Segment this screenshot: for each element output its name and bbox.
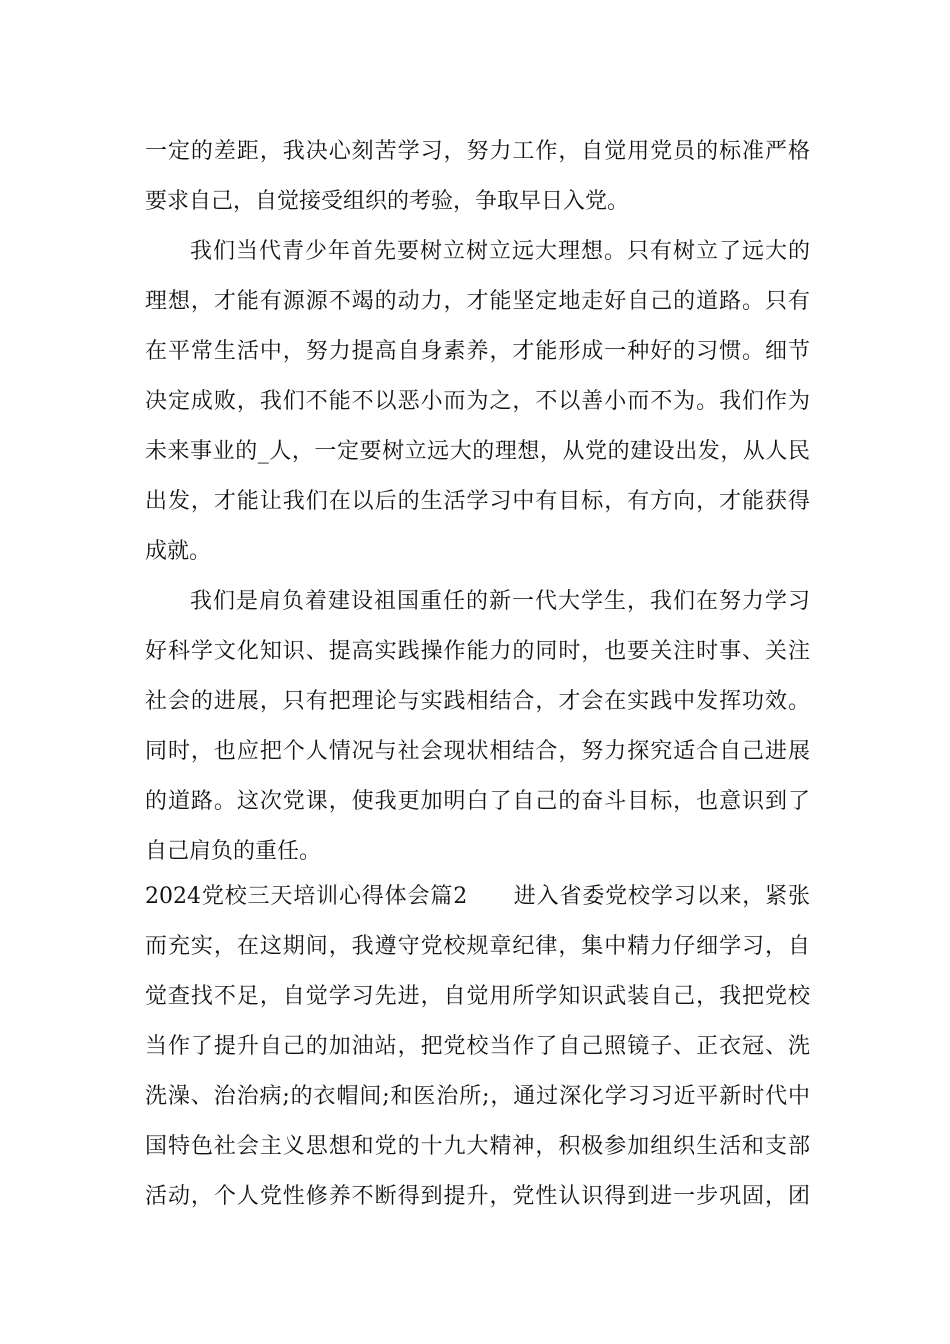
text-line: 要求自己，自觉接受组织的考验，争取早日入党。 <box>145 189 630 214</box>
text-line: 决定成败，我们不能不以恶小而为之，不以善小而不为。我们作为 <box>145 389 810 414</box>
paragraph-first-line: 我们是肩负着建设祖国重任的新一代大学生，我们在努力学习 <box>190 589 810 614</box>
paragraph-first-line: 我们当代青少年首先要树立树立远大理想。只有树立了远大的 <box>190 239 810 264</box>
text-line: 活动，个人党性修养不断得到提升，党性认识得到进一步巩固，团 <box>145 1184 810 1209</box>
section-heading-line: 2024党校三天培训心得体会篇2 进入省委党校学习以来，紧张 <box>145 884 810 909</box>
text-line: 的道路。这次党课，使我更加明白了自己的奋斗目标，也意识到了 <box>145 789 810 814</box>
text-line: 社会的进展，只有把理论与实践相结合，才会在实践中发挥功效。 <box>145 689 810 714</box>
text-line: 未来事业的_人，一定要树立远大的理想，从党的建设出发，从人民 <box>145 439 810 464</box>
text-line: 觉查找不足，自觉学习先进，自觉用所学知识武装自己，我把党校 <box>145 984 810 1009</box>
text-line: 理想，才能有源源不竭的动力，才能坚定地走好自己的道路。只有 <box>145 289 810 314</box>
text-line: 一定的差距，我决心刻苦学习，努力工作，自觉用党员的标准严格 <box>145 139 810 164</box>
text-line: 出发，才能让我们在以后的生活学习中有目标，有方向，才能获得 <box>145 489 810 514</box>
text-line: 同时，也应把个人情况与社会现状相结合，努力探究适合自己进展 <box>145 739 810 764</box>
text-line: 洗澡、治治病;的衣帽间;和医治所;，通过深化学习习近平新时代中 <box>145 1084 810 1109</box>
text-line: 而充实，在这期间，我遵守党校规章纪律，集中精力仔细学习，自 <box>145 934 810 959</box>
text-line: 国特色社会主义思想和党的十九大精神，积极参加组织生活和支部 <box>145 1134 810 1159</box>
text-line: 当作了提升自己的加油站，把党校当作了自己照镜子、正衣冠、洗 <box>145 1034 810 1059</box>
text-line: 好科学文化知识、提高实践操作能力的同时，也要关注时事、关注 <box>145 639 810 664</box>
text-line: 在平常生活中，努力提高自身素养，才能形成一种好的习惯。细节 <box>145 339 810 364</box>
text-line: 成就。 <box>145 539 212 564</box>
text-line: 自己肩负的重任。 <box>145 839 322 864</box>
